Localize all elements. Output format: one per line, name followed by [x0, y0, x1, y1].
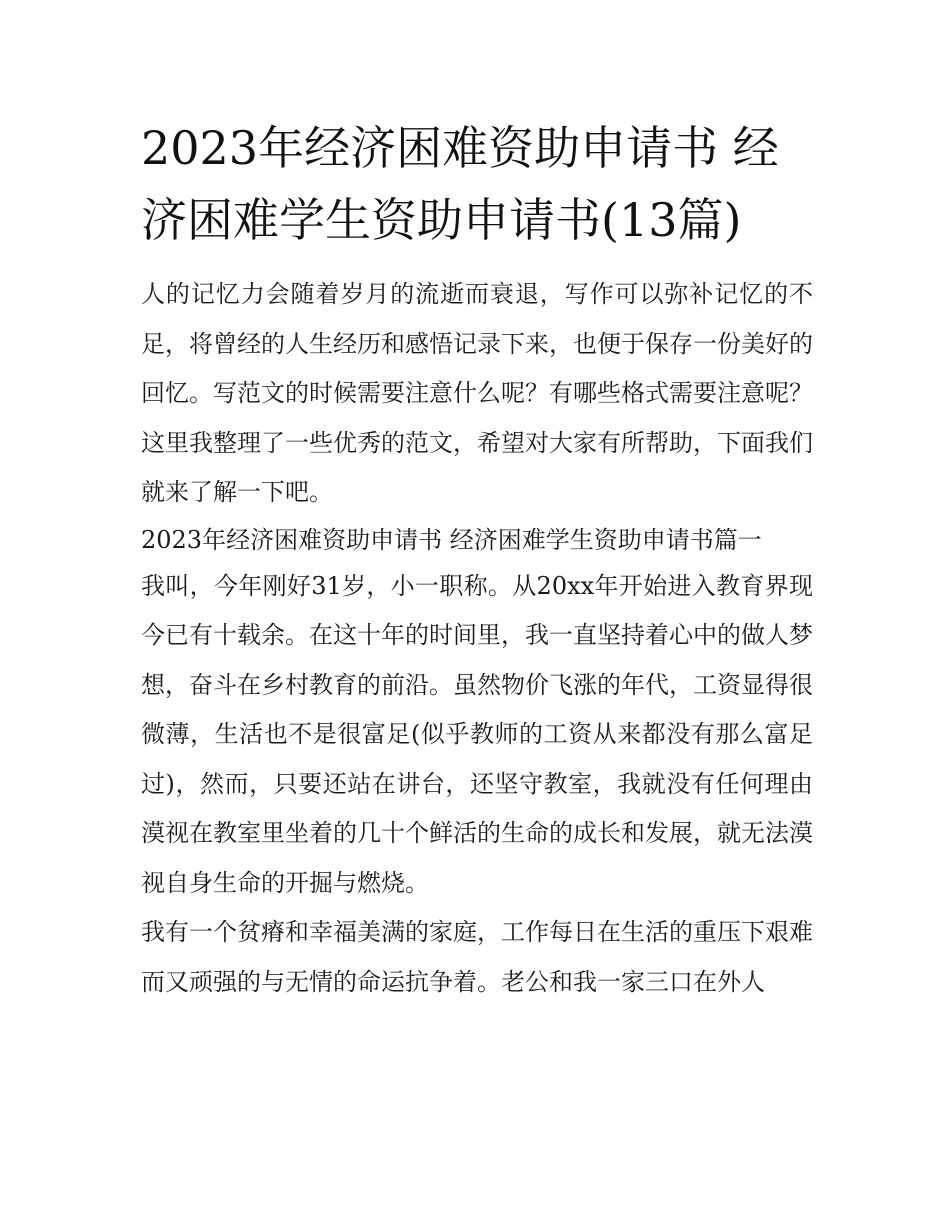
- document-title: 2023年经济困难资助申请书 经济困难学生资助申请书(13篇): [141, 121, 779, 247]
- section-heading: 2023年经济困难资助申请书 经济困难学生资助申请书篇一: [141, 525, 762, 554]
- body-paragraph: 我有一个贫瘠和幸福美满的家庭，工作每日在生活的重压下艰难而又顽强的与无情的命运抗争着。老公和我一家三口在外人: [141, 918, 813, 996]
- intro-paragraph: 人的记忆力会随着岁月的流逝而衰退，写作可以弥补记忆的不足，将曾经的人生经历和感悟记录下来，也便于保存一份美好的回忆。写范文的时候需要注意什么呢？有哪些格式需要注意呢？这里我整理了一些优秀的范文，希望对大家有所帮助，下面我们就来了解一下吧。: [141, 280, 813, 506]
- document-body: [141, 112, 813, 1007]
- body-paragraph: 我叫，今年刚好31岁，小一职称。从20xx年开始进入教育界现今已有十载余。在这十年的时间里，我一直坚持着心中的做人梦想，奋斗在乡村教育的前沿。虽然物价飞涨的年代，工资显得很微薄，生活也不是很富足(似乎教师的工资从来都没有那么富足过)，然而，只要还站在讲台，还坚守教室，我就没有任何理由漠视在教室里坐着的几十个鲜活的生命的成长和发展，就无法漠视自身生命的开掘与燃烧。: [141, 571, 813, 897]
